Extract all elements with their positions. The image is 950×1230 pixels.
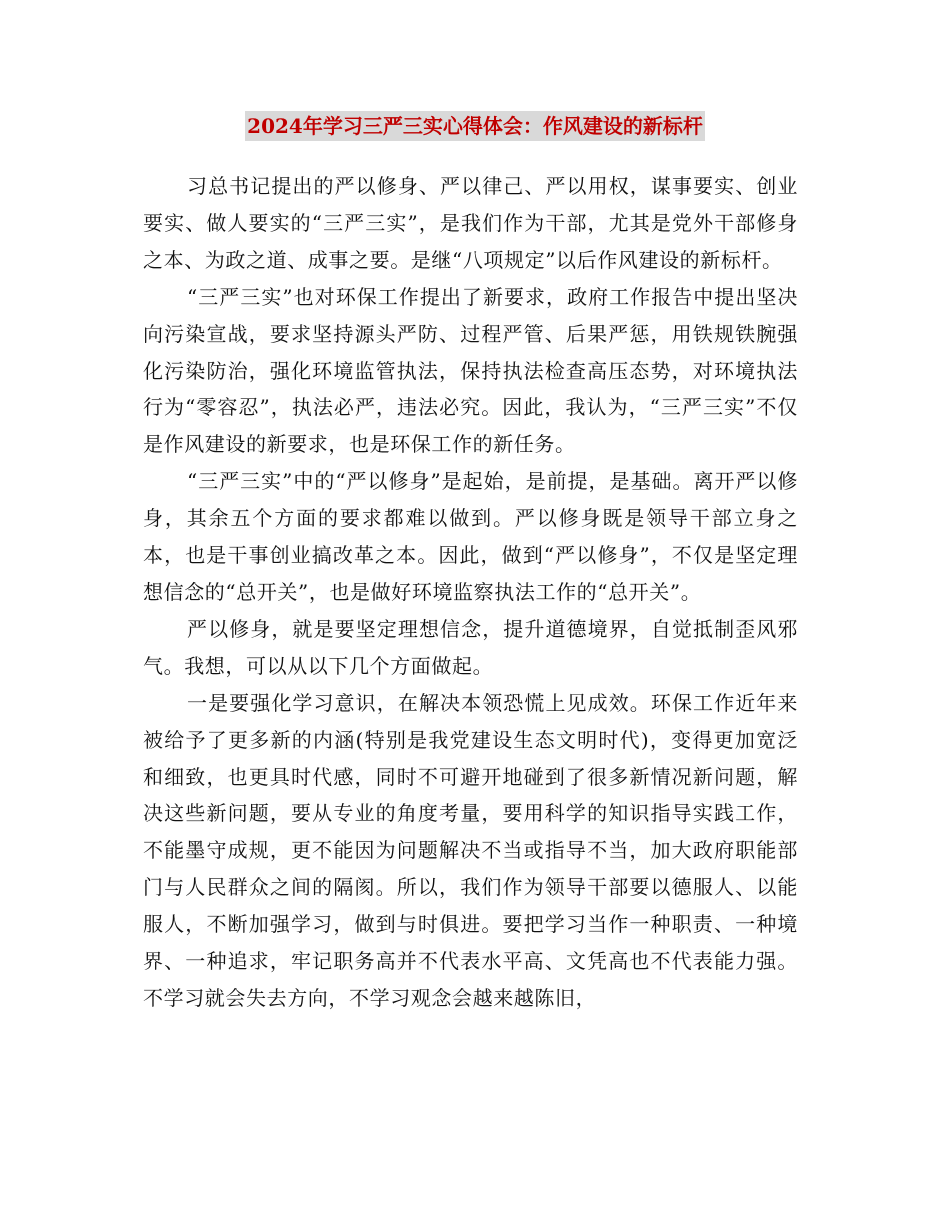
title-container xyxy=(0,111,950,141)
paragraph: 一是要强化学习意识，在解决本领恐慌上见成效。环保工作近年来被给予了更多新的内涵(特别是我党建设生态文明时代)，变得更加宽泛和细致，也更具时代感，同时不可避开地碰到了很多新情况新问题，解决这些新问题，要从专业的角度考量，要用科学的知识指导实践工作，不能墨守成规，更不能因为问题解决不当或指导不当，加大政府职能部门与人民群众之间的隔阂。所以，我们作为领导干部要以德服人、以能服人，不断加强学习，做到与时俱进。要把学习当作一种职责、一种境界、一种追求，牢记职务高并不代表水平高、文凭高也不代表能力强。不学习就会失去方向，不学习观念会越来越陈旧， xyxy=(143,690,798,1010)
paragraph: “三严三实”也对环保工作提出了新要求，政府工作报告中提出坚决向污染宣战，要求坚持源头严防、过程严管、后果严惩，用铁规铁腕强化污染防治，强化环境监管执法，保持执法检查高压态势，对环境执法行为“零容忍”，执法必严，违法必究。因此，我认为，“三严三实”不仅是作风建设的新要求，也是环保工作的新任务。 xyxy=(143,284,798,457)
paragraph: “三严三实”中的“严以修身”是起始，是前提，是基础。离开严以修身，其余五个方面的要求都难以做到。严以修身既是领导干部立身之本，也是干事创业搞改革之本。因此，做到“严以修身”，不仅是坚定理想信念的“总开关”，也是做好环境监察执法工作的“总开关”。 xyxy=(143,469,798,604)
paragraph: 严以修身，就是要坚定理想信念，提升道德境界，自觉抵制歪风邪气。我想，可以从以下几个方面做起。 xyxy=(143,616,798,678)
paragraph: 习总书记提出的严以修身、严以律己、严以用权，谋事要实、创业要实、做人要实的“三严三实”，是我们作为干部，尤其是党外干部修身之本、为政之道、成事之要。是继“八项规定”以后作风建设的新标杆。 xyxy=(143,174,798,272)
document-body xyxy=(143,168,798,1017)
document-title: 2024年学习三严三实心得体会：作风建设的新标杆 xyxy=(245,111,705,141)
